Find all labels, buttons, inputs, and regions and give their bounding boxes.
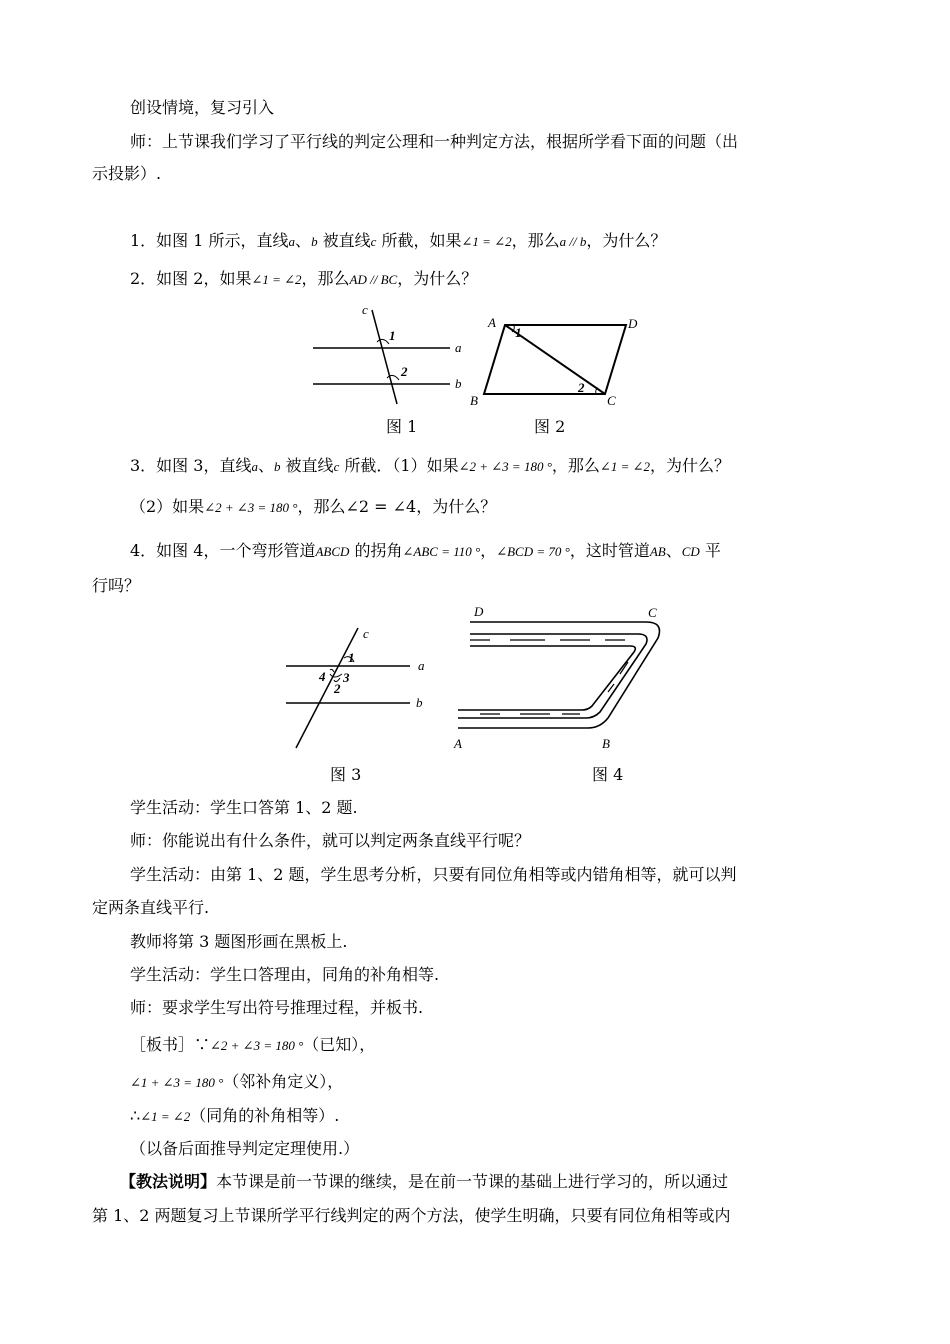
proof-line-1: ［板书］∵∠2 + ∠3 = 180 °（已知）， — [130, 1035, 376, 1054]
figure-4-caption: 图 4 — [592, 765, 624, 784]
fig1-label-b: b — [455, 376, 462, 391]
student-activity-3: 学生活动：学生口答理由，同角的补角相等. — [130, 965, 440, 984]
question-3-part-2: （2）如果∠2 + ∠3 = 180 °，那么∠2 = ∠4，为什么？ — [130, 497, 497, 516]
figure-2-caption: 图 2 — [534, 417, 566, 436]
question-4-cont: 行吗？ — [92, 576, 141, 595]
fig2-label-D: D — [628, 316, 638, 331]
student-activity-1: 学生活动：学生口答第 1、2 题. — [130, 798, 358, 817]
fig4-label-D: D — [474, 604, 484, 619]
figure-3-caption: 图 3 — [330, 765, 362, 784]
figure-2 — [468, 312, 648, 412]
fig2-angle-1: 1 — [515, 325, 522, 340]
fig3-angle-4: 4 — [319, 669, 326, 684]
student-activity-2-cont: 定两条直线平行. — [92, 898, 210, 917]
fig2-angle-2: 2 — [578, 380, 585, 395]
fig1-angle-2: 2 — [401, 364, 408, 379]
teacher-draw-note: 教师将第 3 题图形画在黑板上. — [130, 932, 348, 951]
fig3-label-c: c — [363, 626, 369, 641]
fig1-label-a: a — [455, 340, 462, 355]
question-4: 4．如图 4，一个弯形管道ABCD 的拐角∠ABC = 110 °，∠BCD = 70 °，这时管道AB、CD 平 — [130, 541, 721, 560]
fig3-angle-2: 2 — [334, 681, 341, 696]
question-3: 3．如图 3，直线a、b 被直线c 所截．（1）如果∠2 + ∠3 = 180 °，那么∠1 = ∠2，为什么？ — [130, 456, 730, 475]
method-tag: 【教法说明】 — [120, 1172, 217, 1191]
fig4-label-B: B — [602, 736, 610, 751]
teacher-line-2: 师：你能说出有什么条件，就可以判定两条直线平行呢？ — [130, 831, 531, 850]
proof-line-3: ∴∠1 = ∠2（同角的补角相等）. — [130, 1106, 340, 1125]
method-note-cont: 第 1、2 两题复习上节课所学平行线判定的两个方法，使学生明确，只要有同位角相等或内 — [92, 1206, 731, 1225]
question-1: 1．如图 1 所示，直线a、b 被直线c 所截，如果∠1 = ∠2，那么a // b，为什么？ — [130, 231, 667, 250]
teacher-line-1-cont: 示投影）. — [92, 164, 162, 183]
fig3-angle-3: 3 — [343, 670, 350, 685]
teacher-line-1: 师：上节课我们学习了平行线的判定公理和一种判定方法，根据所学看下面的问题（出 — [130, 132, 739, 151]
student-activity-2: 学生活动：由第 1、2 题，学生思考分析，只要有同位角相等或内错角相等，就可以判 — [130, 865, 737, 884]
fig4-label-A: A — [454, 736, 462, 751]
fig4-label-C: C — [648, 605, 657, 620]
fig1-angle-1: 1 — [389, 328, 396, 343]
method-note: 【教法说明】本节课是前一节课的继续，是在前一节课的基础上进行学习的，所以通过 — [120, 1172, 729, 1191]
figure-4 — [450, 600, 670, 755]
fig3-angle-1: 1 — [348, 650, 355, 665]
fig2-label-A: A — [488, 315, 496, 330]
figure-3 — [282, 622, 442, 757]
fig1-label-c: c — [362, 302, 368, 317]
section-heading: 创设情境，复习引入 — [130, 98, 275, 117]
fig2-label-C: C — [607, 393, 616, 408]
fig2-label-B: B — [470, 393, 478, 408]
fig3-label-b: b — [416, 695, 423, 710]
figure-1-caption: 图 1 — [386, 417, 418, 436]
teacher-line-3: 师：要求学生写出符号推理过程，并板书. — [130, 998, 424, 1017]
figure-1 — [305, 300, 475, 410]
question-2: 2．如图 2，如果∠1 = ∠2，那么AD // BC，为什么？ — [130, 269, 478, 288]
proof-note: （以备后面推导判定定理使用.） — [130, 1139, 360, 1158]
proof-line-2: ∠1 + ∠3 = 180 °（邻补角定义）， — [130, 1072, 344, 1091]
fig3-label-a: a — [418, 658, 425, 673]
